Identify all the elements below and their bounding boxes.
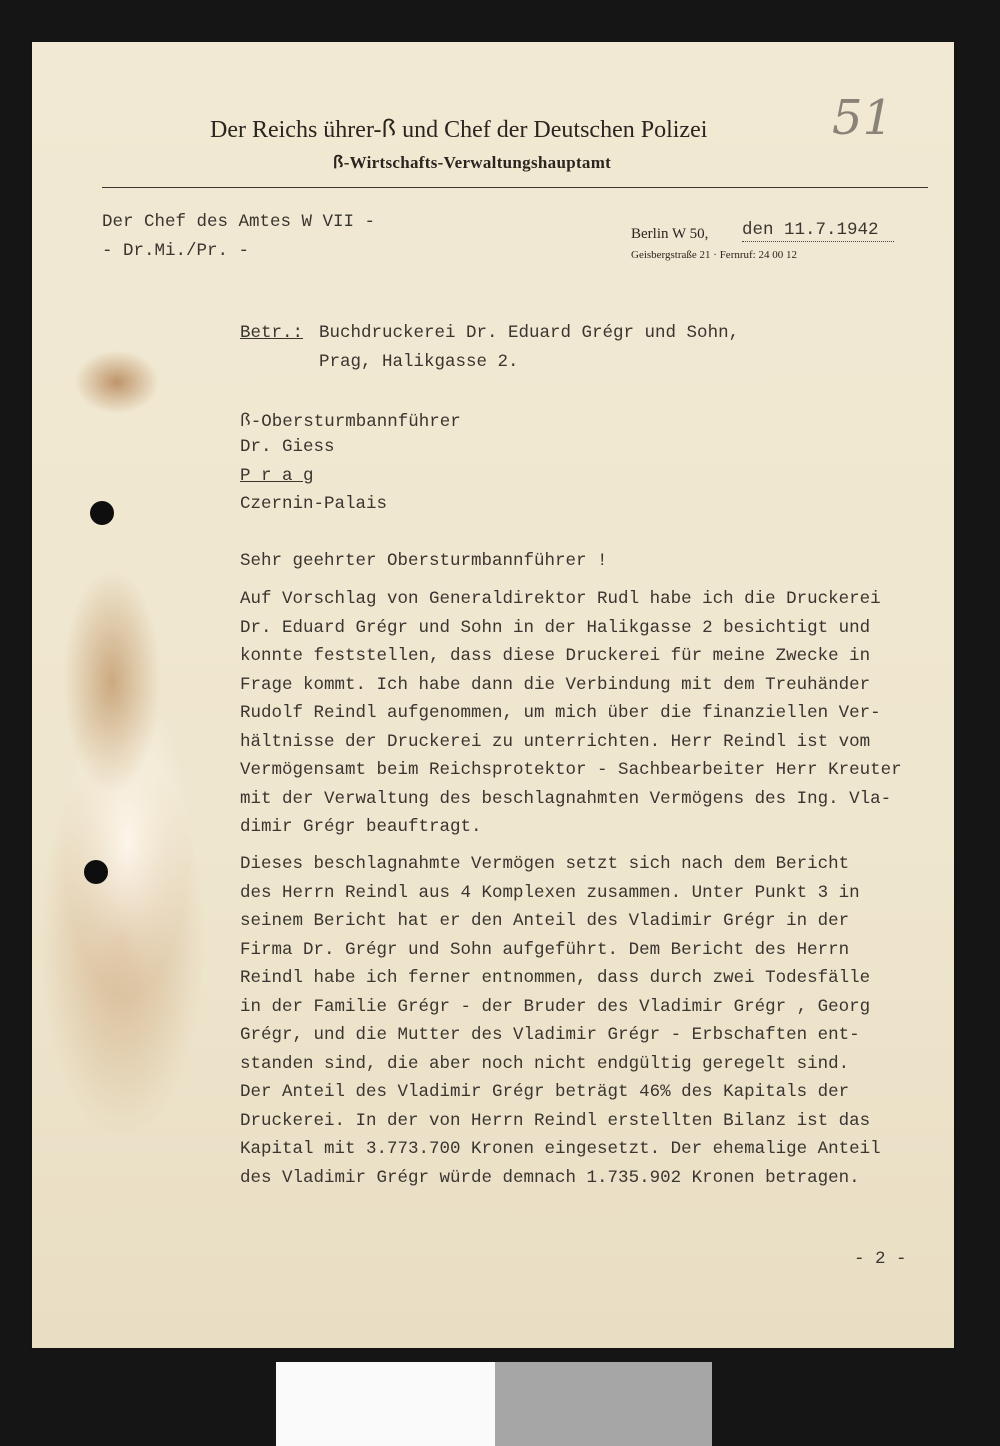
text-line: seinem Bericht hat er den Anteil des Vladimir Grégr in der bbox=[240, 911, 850, 931]
text-line: Frage kommt. Ich habe dann die Verbindung mit dem Treuhänder bbox=[240, 674, 871, 695]
handwritten-page-mark: 51 bbox=[832, 90, 894, 146]
punch-hole-top bbox=[90, 501, 114, 525]
dateline-address: Geisbergstraße 21 · Fernruf: 24 00 12 bbox=[631, 249, 797, 261]
text-line: standen sind, die aber noch nicht endgültig geregelt sind. bbox=[240, 1053, 850, 1074]
recipient-building: Czernin-Palais bbox=[240, 494, 388, 514]
text-line: Dr. Eduard Grégr und Sohn in der Halikgasse 2 besichtigt und bbox=[240, 617, 871, 638]
text-line: Reindl habe ich ferner entnommen, dass durch zwei Todesfälle bbox=[240, 968, 871, 988]
text-line: des Herrn Reindl aus 4 Komplexen zusammen. Unter Punkt 3 in bbox=[240, 882, 860, 903]
paragraph-2 bbox=[240, 850, 881, 1192]
sender-line-1: Der Chef des Amtes W VII - bbox=[102, 212, 376, 232]
text-line: mit der Verwaltung des beschlagnahmten Vermögens des Ing. Vla- bbox=[240, 788, 892, 809]
text-line: Dieses beschlagnahmte Vermögen setzt sich nach dem Bericht bbox=[240, 854, 850, 874]
paragraph-1 bbox=[240, 585, 902, 842]
text-line: Druckerei. In der von Herrn Reindl erstellten Bilanz ist das bbox=[240, 1110, 871, 1131]
dateline-city: Berlin W 50, bbox=[631, 226, 709, 242]
text-line: des Vladimir Grégr würde demnach 1.735.902 Kronen betragen. bbox=[240, 1167, 860, 1188]
sender-line-2: - Dr.Mi./Pr. - bbox=[102, 241, 250, 261]
recipient-name: Dr. Giess bbox=[240, 437, 335, 457]
text-line: Auf Vorschlag von Generaldirektor Rudl habe ich die Druckerei bbox=[240, 589, 881, 609]
text-line: Grégr, und die Mutter des Vladimir Grégr - Erbschaften ent- bbox=[240, 1025, 860, 1045]
subject-label: Betr.: bbox=[240, 323, 304, 343]
text-line: dimir Grégr beauftragt. bbox=[240, 817, 482, 837]
letterhead-rule bbox=[102, 187, 928, 188]
subject-line-2: Prag, Halikgasse 2. bbox=[319, 352, 519, 372]
text-line: hältnisse der Druckerei zu unterrichten. Herr Reindl ist vom bbox=[240, 731, 871, 752]
salutation: Sehr geehrter Obersturmbannführer ! bbox=[240, 551, 608, 571]
text-line: Kapital mit 3.773.700 Kronen eingesetzt. Der ehemalige Anteil bbox=[240, 1139, 881, 1159]
text-line: Vermögensamt beim Reichsprotektor - Sachbearbeiter Herr Kreuter bbox=[240, 760, 902, 780]
page-number: - 2 - bbox=[854, 1249, 907, 1269]
text-line: in der Familie Grégr - der Bruder des Vladimir Grégr , Georg bbox=[240, 996, 871, 1017]
letterhead-title: Der Reichs ührer-ꟗ und Chef der Deutschen Polizei bbox=[210, 117, 708, 143]
text-line: Firma Dr. Grégr und Sohn aufgeführt. Dem Bericht des Herrn bbox=[240, 939, 850, 960]
dateline-date: den 11.7.1942 bbox=[742, 220, 894, 242]
letterhead-subtitle: ꟗ-Wirtschafts-Verwaltungshauptamt bbox=[333, 153, 612, 172]
color-calibration-white bbox=[276, 1362, 495, 1446]
color-calibration-grey bbox=[495, 1362, 712, 1446]
text-line: Der Anteil des Vladimir Grégr beträgt 46% des Kapitals der bbox=[240, 1082, 850, 1102]
recipient-rank: ꟗ-Obersturmbannführer bbox=[240, 412, 461, 432]
recipient-city: P r a g bbox=[240, 466, 314, 486]
document-page bbox=[32, 42, 954, 1348]
text-line: konnte feststellen, dass diese Druckerei für meine Zwecke in bbox=[240, 646, 871, 666]
punch-hole-bottom bbox=[84, 860, 108, 884]
text-line: Rudolf Reindl aufgenommen, um mich über die finanziellen Ver- bbox=[240, 703, 881, 723]
subject-line-1: Buchdruckerei Dr. Eduard Grégr und Sohn, bbox=[319, 323, 740, 343]
